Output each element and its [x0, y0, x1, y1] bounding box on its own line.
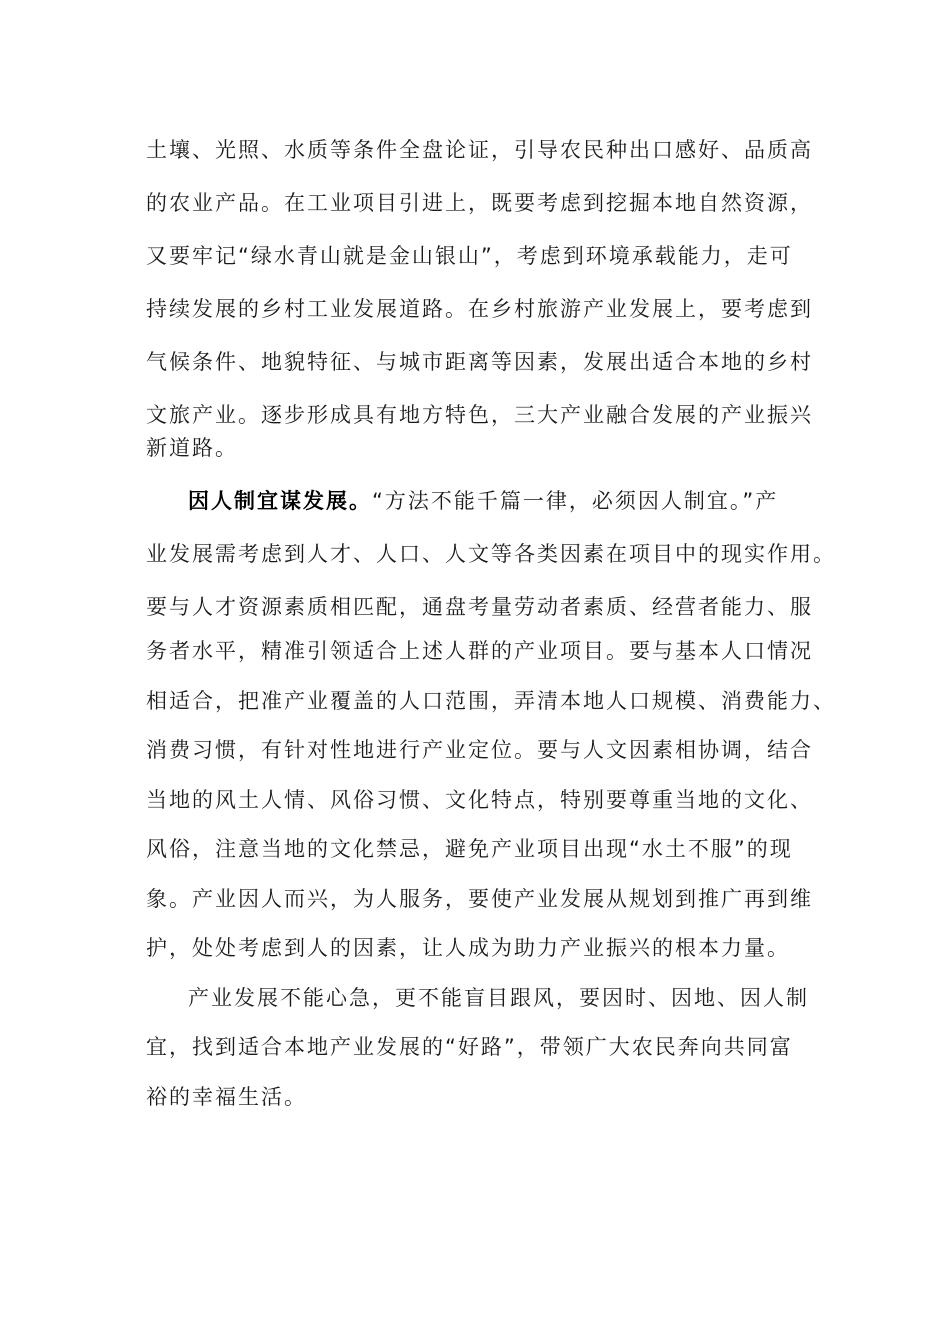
paragraph-2-line-2: 业发展需考虑到人才、人口、人文等各类因素在项目中的现实作用。 [146, 542, 836, 566]
paragraph-2-line-8: 风俗，注意当地的文化禁忌，避免产业项目出现“水土不服”的现 [146, 837, 793, 861]
paragraph-1-line-1: 土壤、光照、水质等条件全盘论证，引导农民种出口感好、品质高 [146, 138, 813, 162]
paragraph-2-line-4: 务者水平，精准引领适合上述人群的产业项目。要与基本人口情况 [146, 639, 813, 663]
paragraph-2-line-1-text: “方法不能千篇一律，必须因人制宜。”产 [372, 489, 779, 513]
paragraph-1-line-3: 又要牢记“绿水青山就是金山银山”，考虑到环境承载能力，走可 [146, 244, 793, 268]
paragraph-2-line-9: 象。产业因人而兴，为人服务，要使产业发展从规划到推广再到维 [146, 887, 813, 911]
paragraph-3-line-3: 裕的幸福生活。 [146, 1085, 307, 1109]
paragraph-1-line-5: 气候条件、地貌特征、与城市距离等因素，发展出适合本地的乡村 [146, 350, 813, 374]
paragraph-1-line-4: 持续发展的乡村工业发展道路。在乡村旅游产业发展上，要考虑到 [146, 297, 813, 321]
section-heading: 因人制宜谋发展。 [188, 489, 372, 513]
paragraph-2-line-10: 护，处处考虑到人的因素，让人成为助力产业振兴的根本力量。 [146, 936, 790, 960]
paragraph-1-line-7: 新道路。 [146, 436, 238, 460]
paragraph-2-line-5: 相适合，把准产业覆盖的人口范围，弄清本地人口规模、消费能力、 [146, 689, 836, 713]
paragraph-3-line-1: 产业发展不能心急，更不能盲目跟风，要因时、因地、因人制 [188, 986, 809, 1010]
paragraph-1-line-2: 的农业产品。在工业项目引进上，既要考虑到挖掘本地自然资源， [146, 191, 813, 215]
paragraph-2-line-6: 消费习惯，有针对性地进行产业定位。要与人文因素相协调，结合 [146, 738, 813, 762]
paragraph-3-line-2: 宜，找到适合本地产业发展的“好路”，带领广大农民奔向共同富 [146, 1035, 793, 1059]
paragraph-2-line-1 [188, 481, 828, 521]
paragraph-1-line-6: 文旅产业。逐步形成具有地方特色，三大产业融合发展的产业振兴 [146, 403, 813, 427]
paragraph-2-line-3: 要与人才资源素质相匹配，通盘考量劳动者素质、经营者能力、服 [146, 595, 813, 619]
paragraph-2-line-7: 当地的风土人情、风俗习惯、文化特点，特别要尊重当地的文化、 [146, 788, 813, 812]
